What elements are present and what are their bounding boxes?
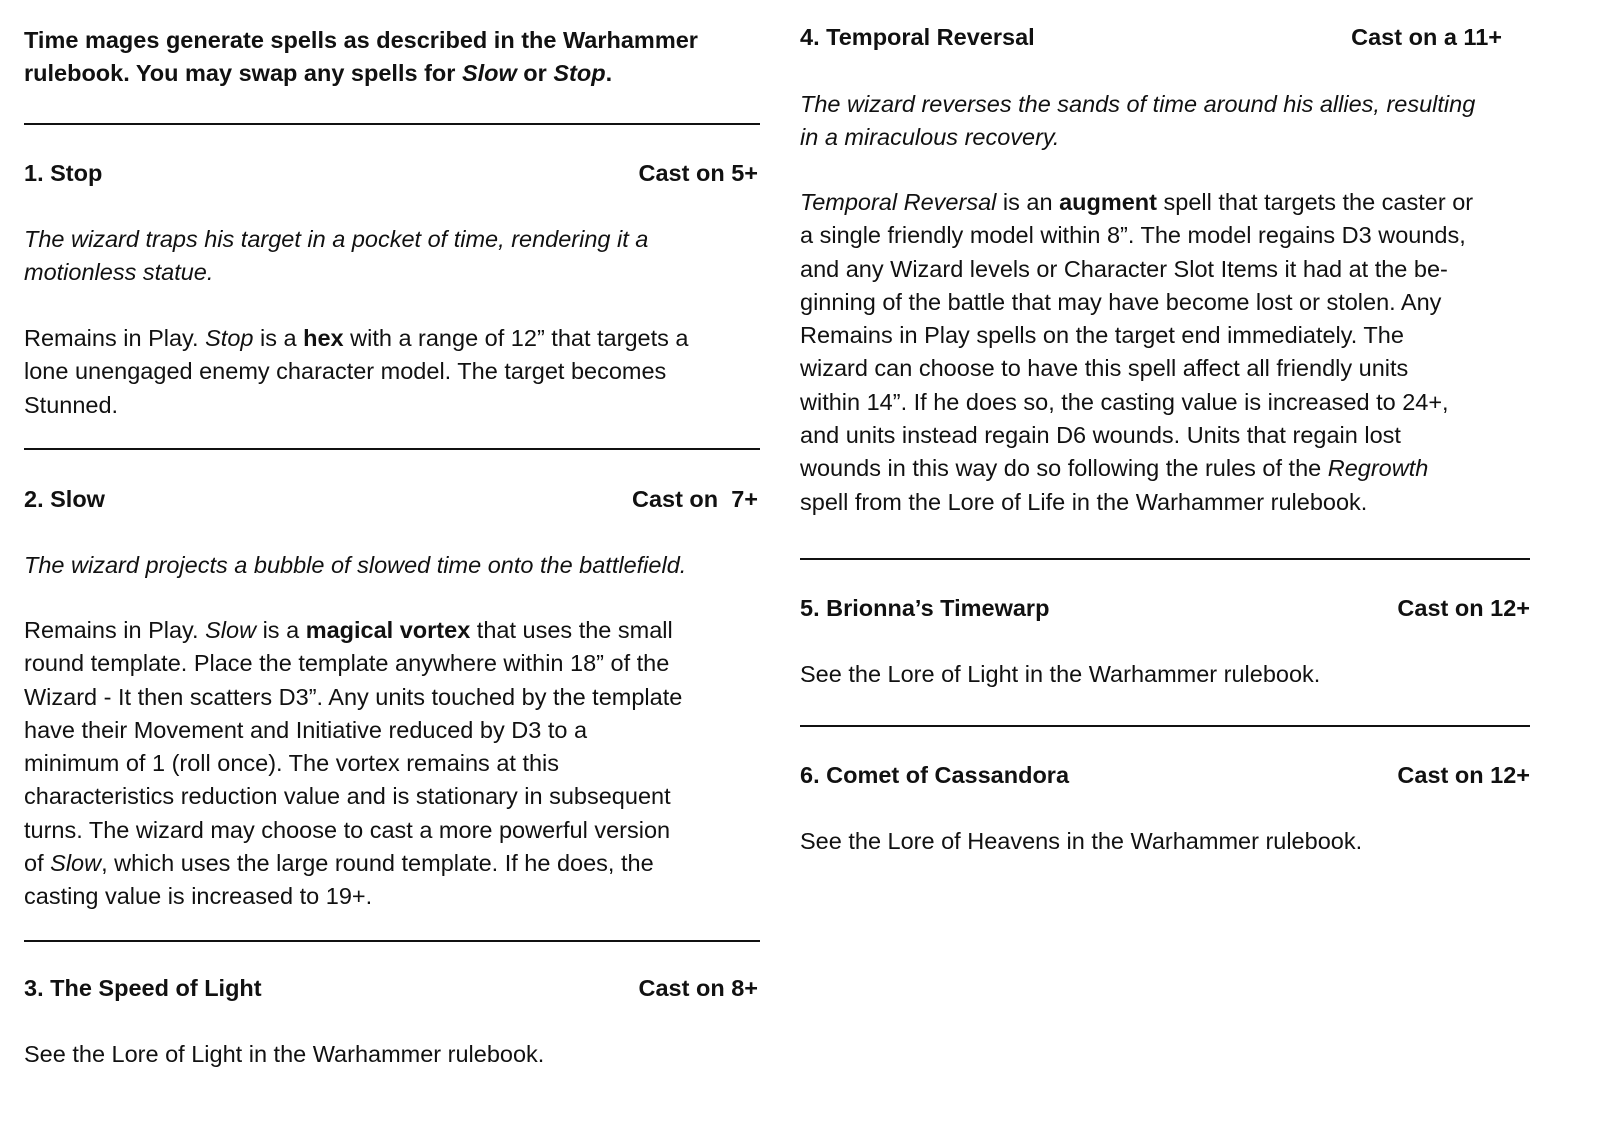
spell-title: 2. Slow — [24, 486, 105, 512]
intro-line-1: Time mages generate spells as described in the Warhammer — [24, 27, 698, 53]
spell-title: 5. Brionna’s Timewarp — [800, 595, 1050, 621]
casting-value: Cast on a 11+ — [1351, 24, 1502, 50]
spell-flavor-text: The wizard traps his target in a pocket of time, rendering it a motionless statue. — [24, 226, 649, 286]
casting-value: Cast on 8+ — [638, 975, 758, 1001]
spell-rules-text: Temporal Reversal is an augment spell that targets the caster or a single friendly model within 8”. The model regains D3 wounds, and any Wizard levels or Character Slot Items it had at the be- ginning of the battle that may have become lost or stolen. Any Remains in Play spells on the target end immediately. The wizard can choose to have this spell affect all friendly units within 14”. If he does so, the casting value is increased to 24+, and units instead regain D6 wounds. Units that regain lost wounds in this way do so following the rules of the Regrowth spell from the Lore of Life in the Warhammer rulebook. — [800, 189, 1474, 515]
spell-title: 6. Comet of Cassandora — [800, 762, 1070, 788]
divider — [24, 448, 760, 450]
divider — [24, 940, 760, 942]
spell-flavor-text: The wizard reverses the sands of time around his allies, resulting in a miraculous recovery. — [800, 91, 1476, 151]
spell-rules-text: See the Lore of Light in the Warhammer rulebook. — [800, 661, 1321, 687]
casting-value: Cast on 7+ — [631, 486, 758, 512]
casting-value: Cast on 12+ — [1397, 595, 1530, 621]
spell-flavor-text: The wizard projects a bubble of slowed time onto the battlefield. — [24, 552, 687, 578]
divider — [800, 725, 1530, 727]
spell-rules-text: See the Lore of Light in the Warhammer rulebook. — [24, 1041, 545, 1067]
spell-rules-text: Remains in Play. Stop is a hex with a range of 12” that targets a lone unengaged enemy character model. The target becomes Stunned. — [24, 325, 689, 418]
intro-line-2: rulebook. You may swap any spells for Slow or Stop. — [24, 60, 613, 86]
spell-title: 3. The Speed of Light — [24, 975, 262, 1001]
divider — [800, 558, 1530, 560]
casting-value: Cast on 12+ — [1397, 762, 1530, 788]
divider — [24, 123, 760, 125]
spell-rules-text: See the Lore of Heavens in the Warhammer rulebook. — [800, 828, 1363, 854]
intro-paragraph — [24, 24, 744, 90]
casting-value: Cast on 5+ — [638, 160, 758, 186]
spell-rules-text: Remains in Play. Slow is a magical vortex that uses the small round template. Place the template anywhere within 18” of the Wizard - It then scatters D3”. Any units touched by the template have their Movement and Initiative reduced by D3 to a minimum of 1 (roll once). The vortex remains at this characteristics reduction value and is stationary in subsequent turns. The wizard may choose to cast a more powerful version of Slow, which uses the large round template. If he does, the casting value is increased to 19+. — [24, 617, 683, 910]
spell-title: 1. Stop — [24, 160, 103, 186]
spell-title: 4. Temporal Reversal — [800, 24, 1035, 50]
